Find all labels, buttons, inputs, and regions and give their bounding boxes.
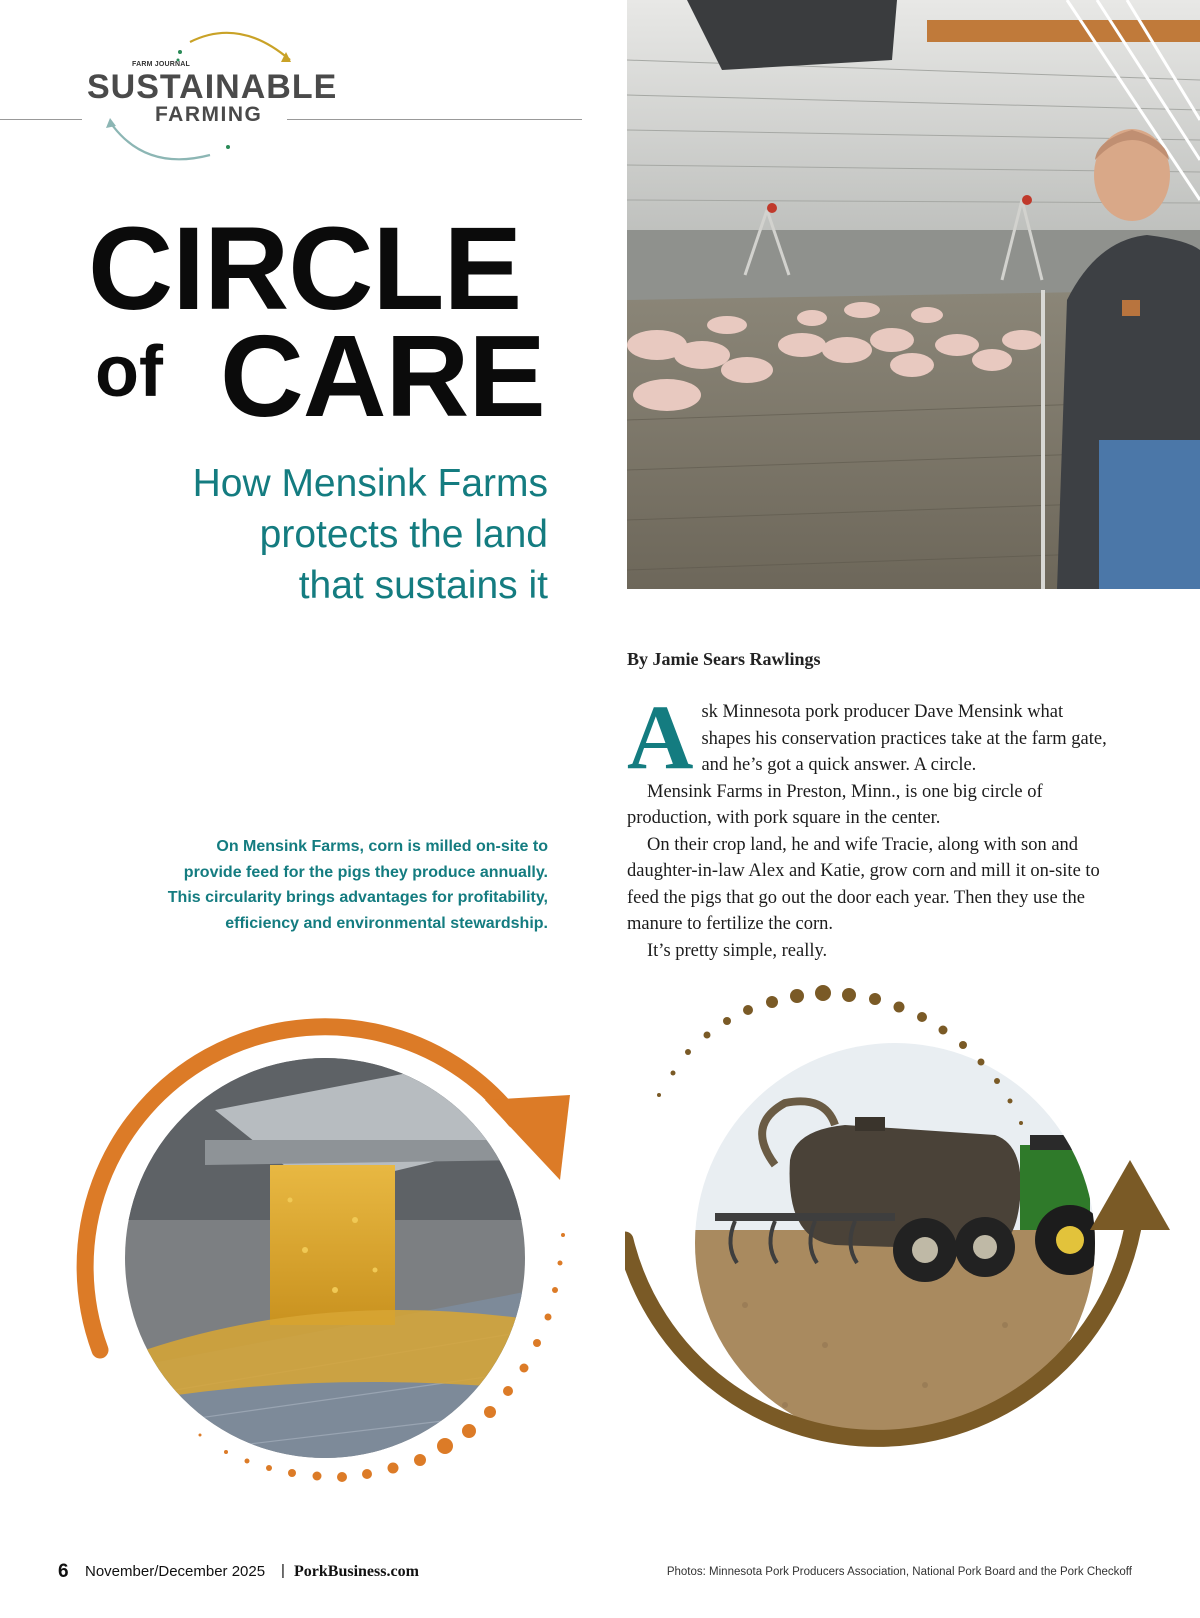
deck-line: protects the land bbox=[259, 513, 548, 556]
logo-publisher: FARM JOURNAL bbox=[132, 61, 191, 68]
dropcap: A bbox=[627, 686, 694, 788]
deck-line: that sustains it bbox=[298, 564, 548, 607]
page-number: 6 bbox=[58, 1561, 69, 1582]
caption-line: This circularity brings advantages for profitability, bbox=[167, 889, 548, 906]
website: PorkBusiness.com bbox=[294, 1563, 419, 1580]
logo-title: SUSTAINABLE bbox=[87, 68, 338, 106]
headline-of: of bbox=[95, 332, 163, 412]
manure-cycle-graphic bbox=[625, 985, 1185, 1525]
caption-line: provide feed for the pigs they produce annually. bbox=[183, 863, 548, 881]
caption-line: On Mensink Farms, corn is milled on-site to bbox=[216, 838, 548, 855]
issue-date: November/December 2025 bbox=[85, 1563, 266, 1580]
hero-photo bbox=[627, 0, 1200, 589]
caption-line: efficiency and environmental stewardship. bbox=[225, 914, 548, 932]
photo-caption bbox=[88, 834, 548, 936]
byline: By Jamie Sears Rawlings bbox=[627, 649, 821, 669]
footer-separator: | bbox=[281, 1562, 285, 1579]
header-rule-left bbox=[0, 119, 82, 120]
headline-circle: CIRCLE bbox=[88, 203, 522, 335]
deck-line: How Mensink Farms bbox=[192, 462, 548, 505]
headline-care: CARE bbox=[220, 311, 545, 441]
paragraph: On their crop land, he and wife Tracie, along with son and daughter-in-law Alex and Katie, grow corn and mill it on-site to feed the pigs that go out the door each year. Then they use the manure to fertilize the corn. bbox=[627, 834, 1100, 934]
paragraph: Mensink Farms in Preston, Minn., is one big circle of production, with pork square in the center. bbox=[627, 781, 1043, 828]
corn-cycle-graphic bbox=[55, 990, 595, 1530]
photo-credit: Photos: Minnesota Pork Producers Association, National Pork Board and the Pork Checkoff bbox=[666, 1566, 1132, 1578]
logo-subtitle: FARMING bbox=[155, 103, 263, 126]
header-rule-right bbox=[287, 119, 582, 120]
article-body bbox=[627, 686, 1117, 964]
corn-milling-photo bbox=[115, 1050, 535, 1470]
paragraph: It’s pretty simple, really. bbox=[647, 940, 828, 961]
deck bbox=[88, 458, 548, 611]
paragraph: sk Minnesota pork producer Dave Mensink what shapes his conservation practices take at the farm gate, and he’s got a quick answer. A circle. bbox=[701, 702, 1107, 775]
